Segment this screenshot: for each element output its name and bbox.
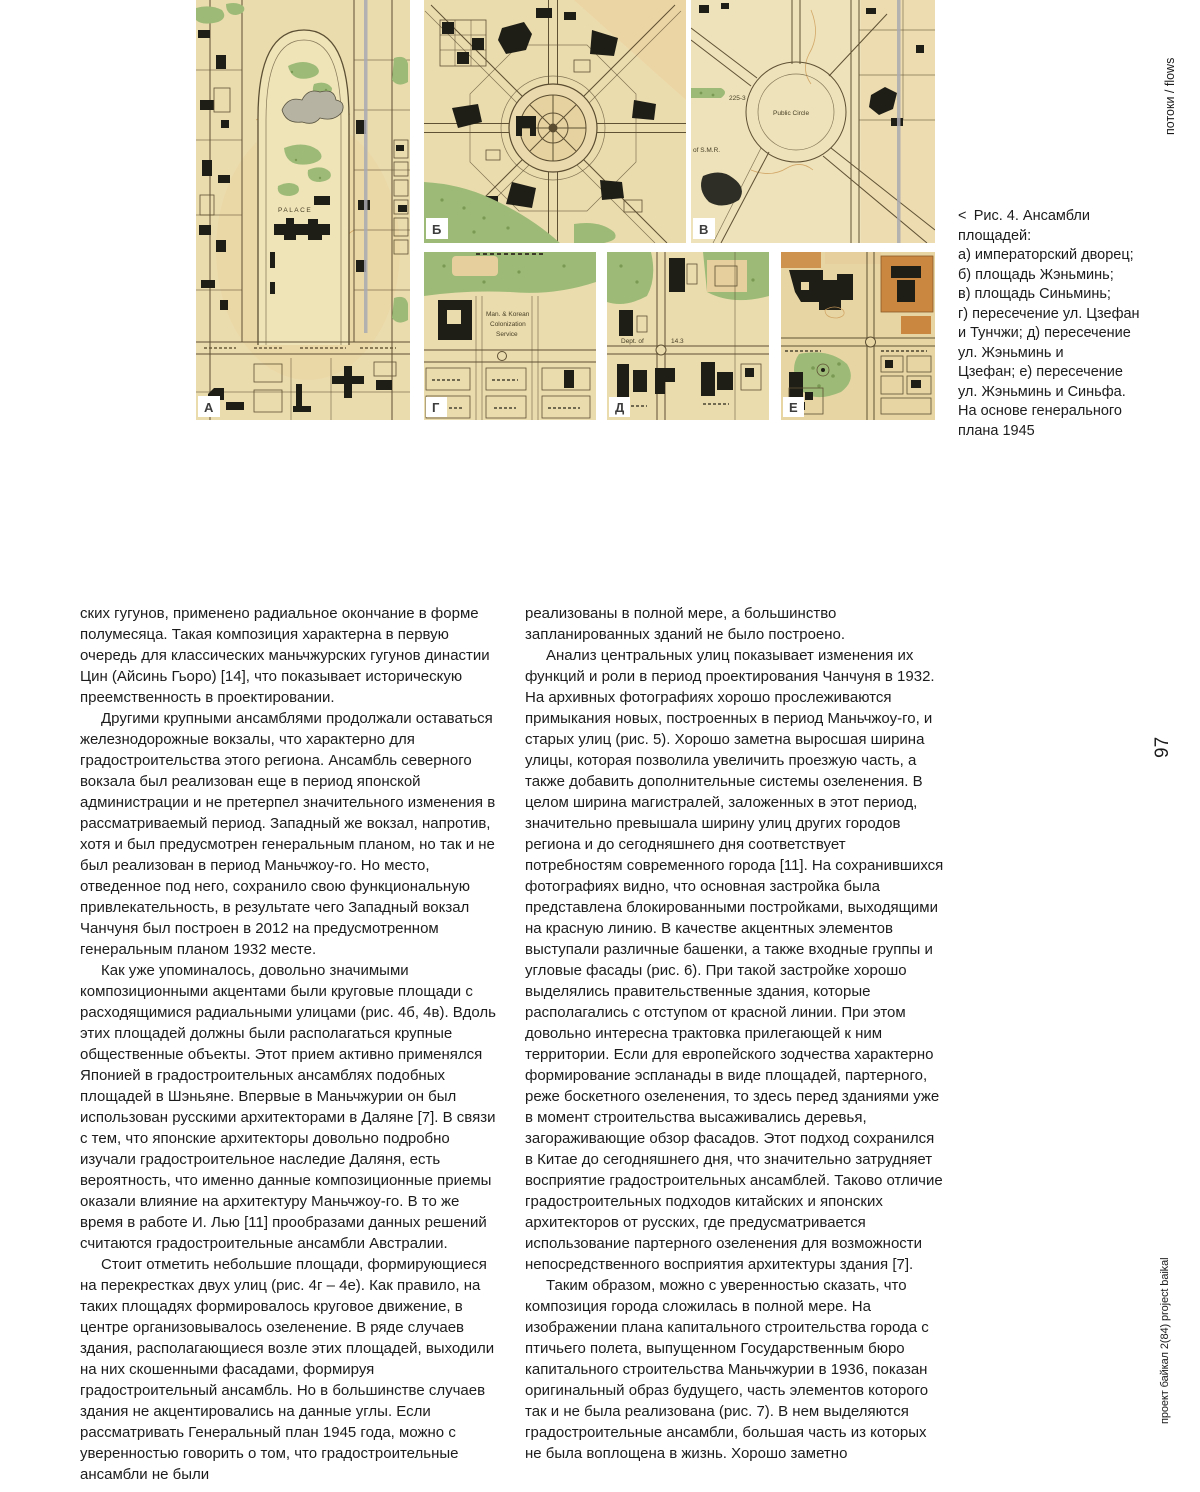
paragraph: ских гугунов, применено радиальное окончание в форме полумесяца. Такая композиция характерна в первую очередь для классических маньчжурских гугунов династии Цин (Айсинь Гьоро) [14], что показывает историческую преемственность в проектировании. [80, 605, 490, 706]
map-panel-b [424, 0, 686, 243]
map-panel-a [196, 0, 410, 420]
page-number: 97 [1152, 736, 1173, 758]
map-label-smr: of S.M.R. [693, 147, 721, 154]
map-panel-d [607, 252, 769, 420]
panel-label-a: А [204, 400, 214, 415]
panel-label-e: Е [789, 400, 798, 415]
figure-4-map-collage [196, 0, 935, 420]
footer-credit: проект байкал 2(84) project baikal [1159, 1257, 1171, 1424]
right-column [525, 603, 946, 1464]
paragraph: Как уже упоминалось, довольно значимыми композиционными акцентами были круговые площади с расходящимися радиальными улицами (рис. 4б, 4в). Вдоль этих площадей должны были располагаться крупные общественные объекты. Этот прием активно применялся Японией в градостроительных ансамблях подобных площадей в Шэньяне. Впервые в Маньчжурии он был использован русскими архитекторами в Даляне [7]. В связи с тем, что японские архитекторы довольно подробно изучали градостроительное наследие Даляня, есть вероятность, что именно данные композиционные приемы оказали влияние на архитектуру Маньчжоу-го. В то же время в работе И. Лью [11] прообразами данных решений считаются градостроительные ансамбли Австралии. [80, 962, 496, 1252]
panel-label-d: Д [615, 400, 625, 415]
map-panel-g [424, 252, 596, 420]
map-label-public-circle: Public Circle [773, 110, 810, 117]
map-label-dept-of: Dept. of [621, 338, 644, 345]
panel-label-b: Б [432, 222, 442, 237]
map-panel-e [781, 252, 935, 420]
figure-caption: < Рис. 4. Ансамбли площадей: а) императорский дворец; б) площадь Жэньминь; в) площадь Синьминь; г) пересечение ул. Цзефан и Тунчжи; д) пересечение ул. Жэньминь и Цзефан; е) пересечение ул. Жэньминь и Синьфа. На основе генерального плана 1945 [958, 208, 1140, 439]
map-label-colonization-3: Service [496, 331, 518, 338]
paragraph: Анализ центральных улиц показывает изменения их функций и роли в период проектирования Чанчуня в 1932. На архивных фотографиях хорошо прослеживаются примыкания новых, построенных в период Маньчжоу-го, и старых улиц (рис. 5). Хорошо заметна выросшая ширина улицы, которая позволила увеличить проезжую часть, а также добавить дополнительные системы озеленения. В целом ширина магистралей, заложенных в этот период, значительно превышала ширину улиц других городов региона и до сегодняшнего дня соответствует потребностям современного города [11]. На сохранившихся фотографиях видно, что основная застройка была представлена блокированными постройками, выходящими на красную линию. В качестве акцентных элементов выступали различные башенки, а также входные группы и угловые фасады (рис. 6). При такой застройке хорошо выделялись правительственные здания, которые располагались с отступом от красной линии. При этом довольно интересна трактовка прилегающей к ним территории. Если для европейского зодчества характерно формирование эспланады в виде площадей, партерного, реже боскетного озеленения, то здесь перед зданиями уже в момент строительства высаживались деревья, загораживающие обзор фасадов. Этот подход сохранился в Китае до сегодняшнего дня, что значительно затрудняет восприятие градостроительных ансамблей. Таково отличие градостроительных подходов китайских и японских архитекторов от русских, где предусматривается использование партерного озеленения для возможности непосредственного восприятия архитектуры здания [7]. [525, 647, 944, 1273]
paragraph: Таким образом, можно с уверенностью сказать, что композиция города сложилась в полной мере. На изображении плана капитального строительства города с птичьего полета, выпущенном Государственным бюро капитального строительства Маньчжурии в 1936, показан оригинальный образ будущего, часть элементов которого так и не была реализована (рис. 7). В нем выделяются градостроительные ансамбли, большая часть из которых не была воплощена в жизнь. Хорошо заметно [525, 1277, 929, 1462]
paragraph: Стоит отметить небольшие площади, формирующиеся на перекрестках двух улиц (рис. 4г – 4е). Как правило, на таких площадях формировалось круговое движение, в центре организовывалось озеленение. В ряде случаев здания, располагающиеся возле этих площадей, выходили на них скошенными фасадами, формируя градостроительный ансамбль. Но в большинстве случаев здания не акцентировались на данные углы. Если рассматривать Генеральный план 1945 года, можно с уверенностью говорить о том, что градостроительные ансамбли не были [80, 1256, 495, 1483]
map-label-palace: PALACE [278, 207, 313, 214]
paragraph: реализованы в полной мере, а большинство запланированных зданий не было построено. [525, 605, 846, 643]
map-panel-v [691, 0, 935, 243]
left-column [80, 603, 501, 1485]
map-label-elevation: 225-3 [729, 95, 746, 102]
paragraph: Другими крупными ансамблями продолжали оставаться железнодорожные вокзалы, что характерно для градостроительства этого региона. Ансамбль северного вокзала был реализован еще в период японской администрации и не претерпел значительного изменения в рассматриваемый период. Западный же вокзал, напротив, хотя и был предусмотрен генеральным планом, но так и не был реализован в период Маньчжоу-го. Но место, отведенное под него, сохранило свою функциональную привлекательность, в результате чего Западный вокзал Чанчуня был построен в 2012 на предусмотренном генеральным планом 1932 месте. [80, 710, 496, 958]
map-label-colonization-2: Colonization [490, 321, 526, 328]
map-label-colonization-1: Man. & Korean [486, 311, 530, 318]
map-label-dept-num: 14.3 [671, 338, 684, 345]
running-head: потоки / flows [1163, 57, 1177, 135]
panel-label-g: Г [432, 400, 440, 415]
panel-label-v: В [699, 222, 709, 237]
